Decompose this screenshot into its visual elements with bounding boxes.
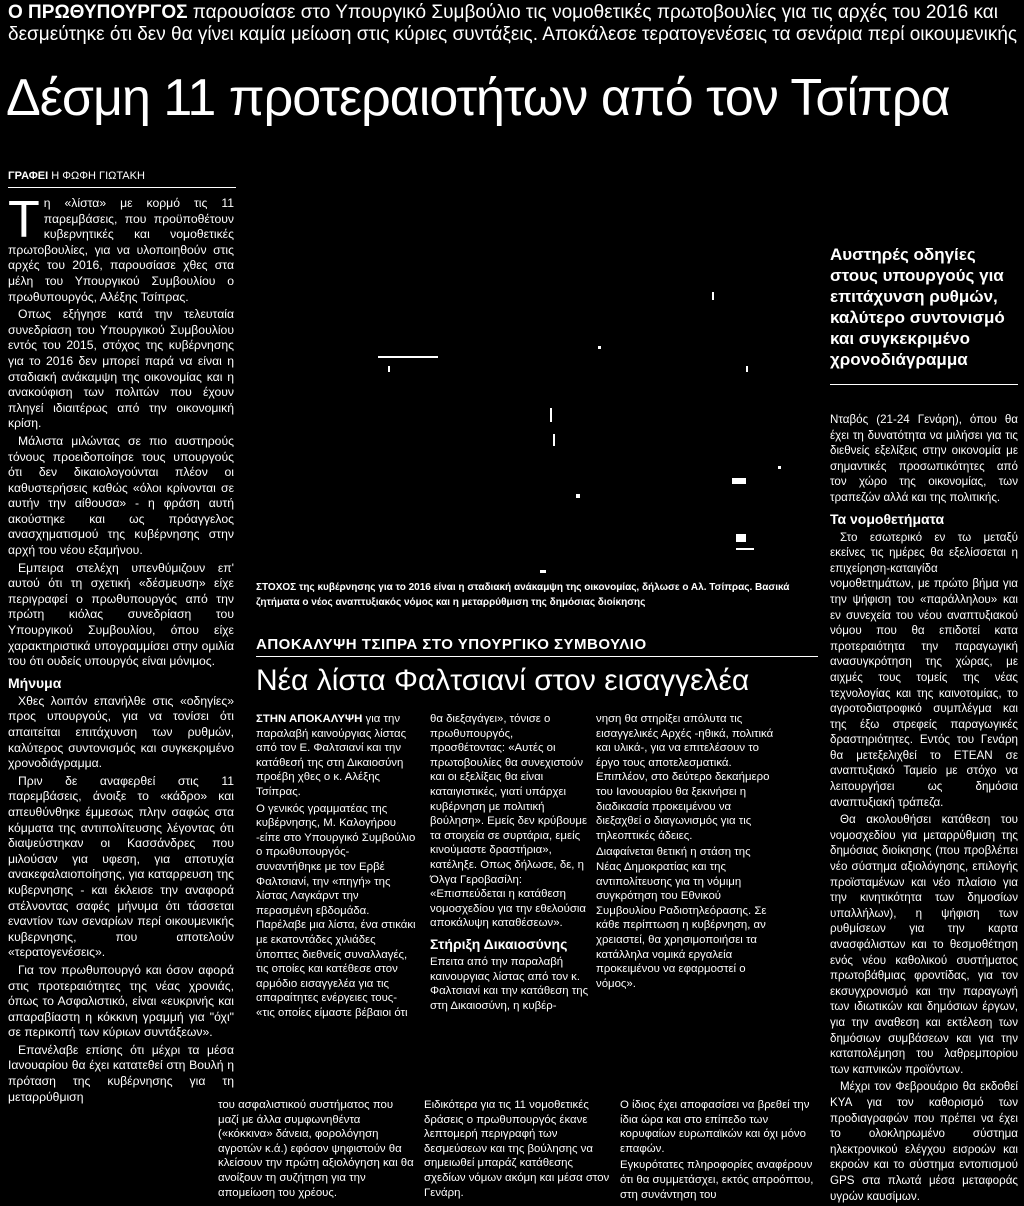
left-para-2: Οπως εξήγησε κατά την τελευταία συνεδρίαση του Υπουργικού Συμβουλίου εντός του 2015, στόχος της κυβέρνησης για το 2016 δεν μπορεί παρά να είναι η σταδιακή ανάκαμψη της οικονομίας και η ανακούφιση των πολιτών που έχουν πληγεί ιδιαιτέρως από την οικονομική κρίση. bbox=[8, 307, 234, 431]
left-para-8: Επανέλαβε επίσης ότι μέχρι τα μέσα Ιανουαρίου θα έχει κατατεθεί στη Βουλή η πρόταση της κυβέρνησης για τη μεταρρύθμιση bbox=[8, 1042, 234, 1104]
photo-speck bbox=[712, 292, 714, 300]
box-headline: Νέα λίστα Φαλτσιανί στον εισαγγελέα bbox=[256, 664, 750, 697]
subhead-nomothetimata: Τα νομοθετήματα bbox=[830, 510, 945, 527]
box-col1-text-b: Ο γενικός γραμματέας της κυβέρνησης, Μ. Καλογήρου -είπε στο Υπουργικό Συμβούλιο ο πρωθυπουργός- συναντήθηκε με τον Ερβέ Φαλτσιανί, την «πηγή» της λίστας Λαγκάρντ την περασμένη εβδομάδα. Παρέλαβε μια λίστα, ένα στικάκι με εκατοντάδες χιλιάδες ύποπτες διεθνείς συναλλαγές, τις οποίες και κατέθεσε στον αρμόδιο εισαγγελέα για τις απαραίτητες ενέργειες τους- «τις οποίες είμαστε βέβαιοι ότι bbox=[256, 802, 416, 1019]
headline: Δέσμη 11 προτεραιοτήτων από τον Τσίπρα bbox=[6, 69, 950, 127]
photo-caption: ΣΤΟΧΟΣ της κυβέρνησης για το 2016 είναι η σταδιακή ανάκαμψη της οικονομίας, δήλωσε ο Αλ. Τσίπρας. Βασικά ζητήματα ο νέος αναπτυξιακός νόμος και η μεταρρύθμιση της δημόσιας διοίκησης bbox=[256, 582, 790, 608]
photo-speck bbox=[576, 494, 580, 498]
bottom-col3-text-a: Ο ίδιος έχει αποφασίσει να βρεθεί την ίδια ώρα και στο επίπεδο των κορυφαίων ευρωπαϊκών και όχι μόνο επαφών. bbox=[620, 1099, 810, 1155]
right-column bbox=[830, 412, 1018, 1206]
box-col1-text-a: για την παραλαβή καινούργιας λίστας από τον Ε. Φαλτσιανί και την κατάθεσή της στη Δικαιοσύνη προέβη χθες ο κ. Αλέξης Τσίπρας. bbox=[256, 713, 407, 798]
kicker bbox=[8, 2, 1018, 46]
photo-speck bbox=[598, 346, 601, 349]
box-title: ΑΠΟΚΑΛΥΨΗ ΤΣΙΠΡΑ ΣΤΟ ΥΠΟΥΡΓΙΚΟ ΣΥΜΒΟΥΛΙΟ bbox=[256, 636, 647, 653]
box-column-2 bbox=[430, 712, 590, 1015]
left-para-1: η «λίστα» με κορμό τις 11 παρεμβάσεις, που προϋποθέτουν κυβερνητικές και νομοθετικές πρωτοβουλίες, για να υλοποιηθούν στις αρχές του 2016, παρουσίασε χθες στα μέλη του Υπουργικού Συμβουλίου ο πρωθυπουργός, Αλέξης Τσίπρας. bbox=[8, 196, 234, 304]
bottom-column-3 bbox=[620, 1098, 818, 1204]
byline bbox=[8, 170, 145, 182]
box-col2-text-b: Επειτα από την παραλαβή καινουργιας λίστας από τον κ. Φαλτσιανί και την κατάθεση της στη Δικαιοσύνη, η κυβέρ- bbox=[430, 955, 589, 1012]
photo bbox=[248, 196, 818, 574]
box-col3-text-b: Διαφαίνεται θετική η στάση της Νέας Δημοκρατίας και της αντιπολίτευσης για τη νόμιμη συγκρότηση του Εθνικού Συμβουλίου Ραδιοτηλεόρασης. Σε κάθε περίπτωση η κυβέρνηση, αν χρειαστεί, θα χρησιμοποιήσει τα κατάλληλα νομικά εργαλεία προκειμένου να εφαρμοστεί ο νόμος». bbox=[596, 846, 767, 990]
bottom-column-2: Ειδικότερα για τις 11 νομοθετικές δράσεις ο πρωθυπουργός έκανε λεπτομερή περιγραφή των δεσμεύσεων και της βούλησης να σημειωθεί μπαράζ κατάθεσης σχεδίων νόμων ακόμη και μέσα στον Γενάρη. bbox=[424, 1099, 610, 1199]
photo-speck bbox=[378, 356, 438, 358]
left-column bbox=[8, 191, 234, 1107]
left-para-3: Μάλιστα μιλώντας σε πιο αυστηρούς τόνους προειδοποίησε τους υπουργούς ότι δεν δικαιολογούνται πλέον οι καθυστερήσεις καθώς «όλοι κρίνονται σε αυτήν την αίθουσα» - η φράση αυτή ακούστηκε και ως πρόαγγελος ανασχηματισμού της κυβέρνησης στην αρχή του νέου εξαμήνου. bbox=[8, 433, 234, 558]
photo-speck bbox=[550, 408, 552, 422]
dropcap: Τ bbox=[8, 191, 40, 249]
photo-speck bbox=[388, 366, 390, 372]
photo-speck bbox=[736, 548, 754, 550]
sidebar-quote: Αυστηρές οδηγίες στους υπουργούς για επιτάχυνση ρυθμών, καλύτερο συντονισμό και συγκεκριμένο χρονοδιάγραμμα bbox=[830, 245, 1005, 369]
sidebar-rule bbox=[830, 384, 1018, 385]
byline-rule bbox=[8, 187, 236, 188]
left-para-5: Χθες λοιπόν επανήλθε στις «οδηγίες» προς υπουργούς, για να τονίσει ότι απαιτείται επιτάχυνση των ρυθμών, καλύτερος συντονισμός και συγκεκριμένο χρονοδιάγραμμα. bbox=[8, 693, 234, 771]
photo-speck bbox=[553, 434, 555, 446]
bottom-column-1: του ασφαλιστικού συστήματος που μαζί με άλλα συμφωνηθέντα («κόκκινα» δάνεια, φορολόγηση αγροτών κ.ά.) εφόσον ψηφιστούν θα κλείσουν την πρώτη αξιολόγηση και θα ανοίξουν τη συζήτηση για την απομείωση του χρέους. bbox=[218, 1099, 414, 1199]
subhead-minima: Μήνυμα bbox=[8, 674, 62, 691]
byline-author: Η ΦΩΦΗ ΓΙΩΤΑΚΗ bbox=[51, 170, 145, 182]
box-column-3 bbox=[596, 712, 774, 993]
left-para-7: Για τον πρωθυπουργό και όσον αφορά στις προτεραιότητες της νέας χρονιάς, όπως το Ασφαλιστικό, είναι «ευκρινής και απαραβίαστη η κόκκινη γραμμή για "όχι" σε περικοπή των κύριων συντάξεων». bbox=[8, 962, 234, 1040]
bottom-col3-text-b: Εγκυρότατες πληροφορίες αναφέρουν ότι θα συμμετάσχει, εκτός απροόπτου, στη συνάντηση του bbox=[620, 1159, 814, 1201]
photo-speck bbox=[540, 570, 546, 573]
box-col3-text-a: νηση θα στηρίξει απόλυτα τις εισαγγελικές Αρχές -ηθικά, πολιτικά και υλικά-, για να επιτελέσουν το έργο τους αποτελεσματικά. Επιπλέον, στο δεύτερο δεκαήμερο του Ιανουαρίου θα ξεκινήσει η διαδικασία προκειμένου να διεξαχθεί ο διαγωνισμός για τις τηλεοπτικές άδειες. bbox=[596, 713, 774, 842]
photo-speck bbox=[736, 534, 746, 542]
subhead-stirixi: Στήριξη Δικαιοσύνης bbox=[430, 935, 568, 952]
photo-speck bbox=[732, 478, 746, 484]
box-col2-text-a: θα διεξαγάγει», τόνισε ο πρωθυπουργός, προσθέτοντας: «Αυτές οι πρωτοβουλίες θα συνεχιστούν και οι εξελίξεις θα είναι καταιγιστικές, γιατί υπάρχει κυβέρνηση με πολιτική βούληση». Εμείς δεν κρύβουμε τα στοιχεία σε συρτάρια, εμείς κινούμαστε δραστήρια», κατέληξε. Οπως δήλωσε, δε, η Όλγα Γεροβασίλη: «Επισπεύδεται η κατάθεση νομοσχεδίου για την εθελούσια αποκάλυψη καταθέσεων». bbox=[430, 713, 588, 930]
byline-label: ΓΡΑΦΕΙ bbox=[8, 170, 49, 182]
right-para-3: Θα ακολουθήσει κατάθεση του νομοσχεδίου για μεταρρύθμιση της δημόσιας διοίκησης (που προβλέπει νέο σύστημα αξιολόγησης, επιλογής προϊσταμένων και νέο πλαίσιο για την κινητικότητα των δημοσίων υπαλλήλων), η ψήφιση των ρυθμίσεων για την καρτα ανασφάλιστων και το θεσμοθέτηση ενός νέου καθολικού συστήματος πρωτοβάθμιας φροντίδας, για τον εκσυγχρονισμό και την παραγωγή των ιδιωτικών και δημόσιων έργων, για την αναθεση και εκτέλεση των δημόσιων συμβάσεων και για την καταπολέμηση του λαθρεμπορίου των καπνικών προϊόντων. bbox=[830, 813, 1018, 1076]
kicker-lead: Ο ΠΡΩΘΥΠΟΥΡΓΟΣ bbox=[8, 2, 188, 23]
kicker-text: παρουσίασε στο Υπουργικό Συμβούλιο τις νομοθετικές πρωτοβουλίες για τις αρχές του 2016 και δεσμεύτηκε ότι δεν θα γίνει καμία μείωση στις κύριες συντάξεις. Αποκάλεσε τερατογενέσεις τα σενάρια περί οικουμενικής bbox=[8, 2, 1018, 45]
box-column-1 bbox=[256, 712, 416, 1022]
right-para-2: Στο εσωτερικό εν τω μεταξύ εκείνες τις ημέρες θα εξελίσσεται η επιχείρηση-καταιγίδα νομοθετημάτων, με πρώτο βήμα για την ψήφιση του «παράλληλου» και εν συνεχεία του νέου αναπτυξιακού νόμου που θα επιδοτεί κατα προτεραιότητα την παραγωγική ανασυγκρότηση της χώρας, με αιχμές τους τομείς της νέας τεχνολογίας και της καινοτομίας, το αγροτοδιατροφικό συμπλέγμα και της έξω στρεφείς παραγωγικές δραστηριότητες. Εντός του Γενάρη θα μετεξελιχθεί το ΕΤΕΑΝ σε αναπτυξιακό Ταμείο με στόχο να λειτουργήσει ως δημόσια αναπτυξιακή τράπεζα. bbox=[830, 530, 1018, 809]
box-title-rule bbox=[256, 656, 818, 657]
photo-speck bbox=[746, 366, 748, 372]
right-para-1: Νταβός (21-24 Γενάρη), όπου θα έχει τη δυνατότητα να μιλήσει για τις διεθνείς εξελίξεις στην οικονομία με σημαντικές προσωπικότητες από τον χώρο της οικονομίας, των τραπεζών αλλά και της πολιτικής. bbox=[830, 413, 1018, 504]
left-para-6: Πριν δε αναφερθεί στις 11 παρεμβάσεις, άνοιξε το «κάδρο» και απευθύνθηκε έμμεσως πλην σαφώς στα κόμματα της αντιπολίτευσης λέγοντας ότι διαψεύστηκαν οι Κασσάνδρες που μιλούσαν για υφεση, για αποτυχία ανακεφαλαιοποίησης, για καταρρευση της κυβερνησης - και έκλεισε την αναφορά στέλνοντας σαφές μήνυμα ότι τάσσεται εναντίον των σεναρίων περί οικουμενικής κυβερνησης, που αποτελούν «τερατογενέσεις». bbox=[8, 773, 234, 960]
right-para-4: Μέχρι τον Φεβρουάριο θα εκδοθεί ΚΥΑ για τον καθορισμό των προδιαγραφών που πρέπει να έχει το ολοκληρωμένο σύστημα ηλεκτρονικού ελέγχου εισροών και εκροών και το σύστημα εντοπισμού GPS στα πλωτά μέσα μεταφοράς υγρών καυσίμων. bbox=[830, 1080, 1018, 1203]
left-para-4: Εμπειρα στελέχη υπενθύμιζουν επ' αυτού ότι τη σχετική «δέσμευση» είχε περιγραφεί ο πρωθυπουργός από την πρώτη κιόλας συνεδρίαση του Υπουργικού Συμβουλίου, όπου είχε χαρακτηριστικά υπογραμμίσει στην ομιλία του ότι ουδείς υπουργός είναι μόνιμος. bbox=[8, 560, 234, 669]
photo-speck bbox=[778, 466, 781, 469]
box-lead: ΣΤΗΝ ΑΠΟΚΑΛΥΨΗ bbox=[256, 713, 363, 725]
